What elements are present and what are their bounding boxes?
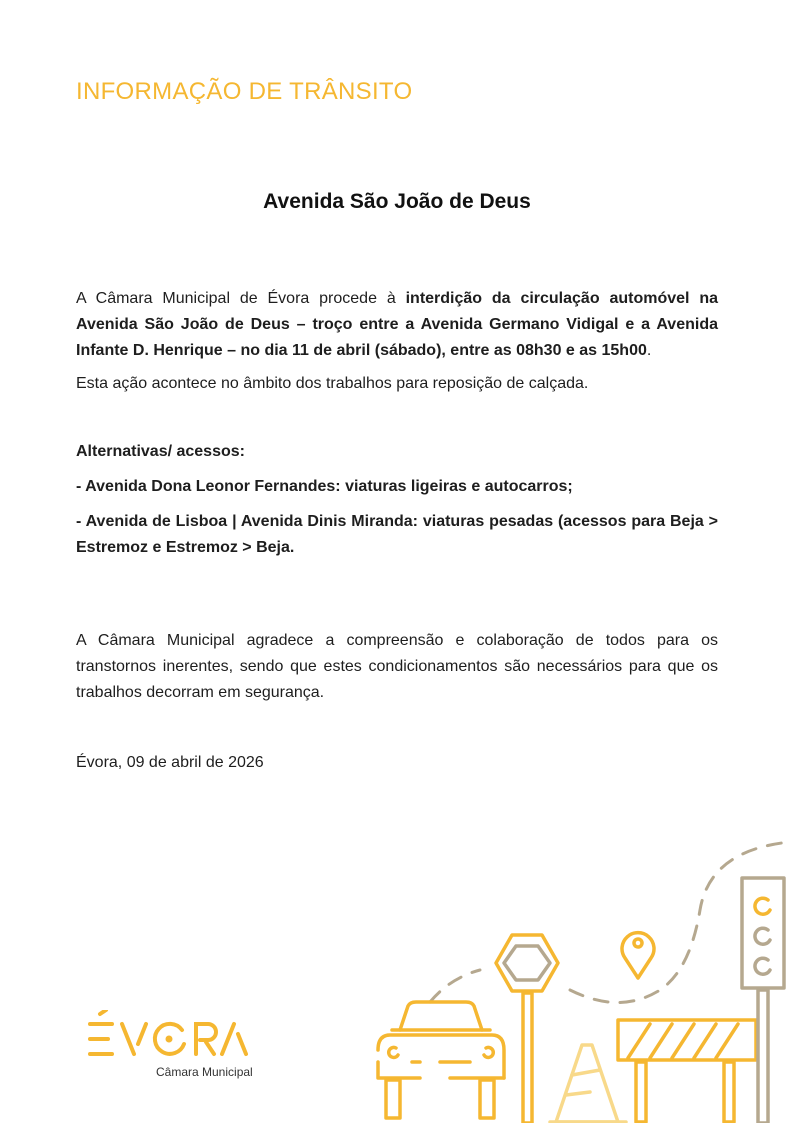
logo-subtitle: Câmara Municipal [156, 1065, 253, 1079]
alternative-item: - Avenida de Lisboa | Avenida Dinis Miranda: viaturas pesadas (acessos para Beja > Estremoz e Estremoz > Beja. [76, 513, 718, 556]
car-icon [378, 1002, 504, 1118]
document-title: Avenida São João de Deus [263, 190, 531, 213]
hexagon-sign-icon [496, 935, 558, 1123]
alternatives-section [76, 439, 718, 570]
location-pin-icon [622, 933, 654, 978]
traffic-light-icon [742, 878, 784, 1123]
traffic-illustration [360, 830, 794, 1123]
alternatives-heading: Alternativas/ acessos: [76, 443, 245, 460]
announcement-end: . [646, 342, 652, 359]
dashed-route-path [430, 842, 790, 1003]
traffic-cone-icon [550, 1045, 626, 1122]
announcement-intro: A Câmara Municipal de Évora procede à [76, 290, 406, 307]
date-line: Évora, 09 de abril de 2026 [76, 754, 264, 771]
header-title: INFORMAÇÃO DE TRÂNSITO [76, 78, 413, 105]
paragraph-thanks: A Câmara Municipal agradece a compreensão e colaboração de todos para os transtornos inerentes, sendo que estes condicionamentos são necessários para que os trabalhos decorram em segurança. [76, 632, 718, 701]
road-barrier-icon [618, 1020, 756, 1122]
evora-logo-icon [86, 1010, 266, 1062]
alternative-item: - Avenida Dona Leonor Fernandes: viaturas ligeiras e autocarros; [76, 478, 573, 495]
paragraph-announcement [76, 286, 718, 364]
paragraph-context: Esta ação acontece no âmbito dos trabalhos para reposição de calçada. [76, 375, 589, 392]
announcement-bold: interdição da circulação automóvel na Avenida São João de Deus – troço entre a Avenida Germano Vidigal e a Avenida Infante D. Henrique – no dia 11 de abril (sábado), entre as 08h30 e as 15h00 [76, 290, 718, 359]
